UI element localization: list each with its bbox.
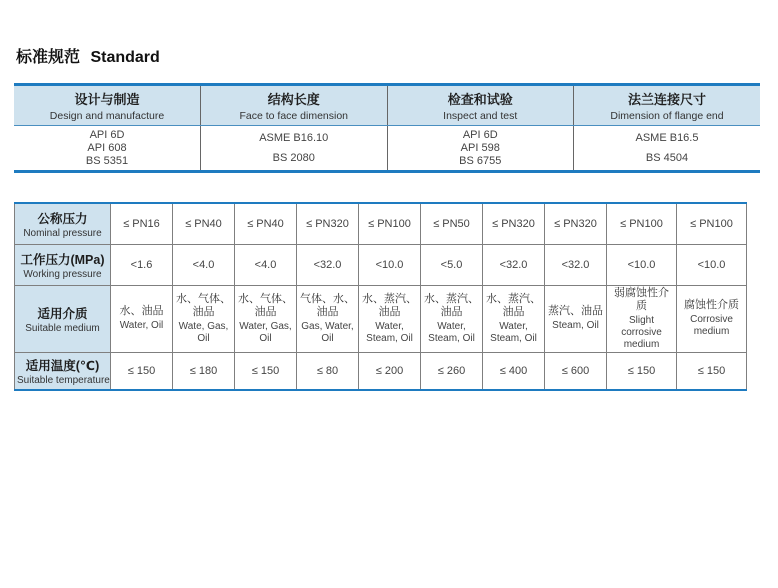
standards-column-header — [574, 85, 761, 126]
standard-item: ASME B16.5 — [635, 132, 699, 144]
medium-en: Water, Oil — [119, 320, 164, 332]
spec-cell: <4.0 — [235, 244, 297, 285]
spec-row-label-zh: 工作压力(MPa) — [20, 252, 105, 267]
spec-row — [15, 244, 747, 285]
medium-zh: 水、气体、油品 — [238, 292, 293, 319]
standard-item: BS 4504 — [645, 152, 689, 164]
spec-cell: ≤ 150 — [111, 353, 173, 390]
spec-row-label-en: Suitable medium — [25, 322, 100, 334]
medium-en: Wate, Gas, Oil — [178, 321, 229, 344]
spec-row — [15, 203, 747, 244]
spec-cell: ≤ PN40 — [235, 203, 297, 244]
spec-cell: ≤ PN40 — [173, 203, 235, 244]
spec-cell — [607, 285, 677, 353]
spec-cell — [235, 285, 297, 353]
standard-item: API 598 — [460, 141, 500, 154]
spec-cell: <5.0 — [421, 244, 483, 285]
standard-item: ASME B16.10 — [259, 132, 329, 144]
spec-cell: ≤ PN320 — [545, 203, 607, 244]
spec-cell — [483, 285, 545, 353]
standards-column-title-zh: 法兰连接尺寸 — [627, 92, 706, 107]
spec-cell — [111, 285, 173, 353]
standards-column-title-en: Design and manufacture — [49, 110, 165, 122]
medium-en: Gas, Water, Oil — [301, 321, 354, 344]
standards-column-header — [201, 85, 388, 126]
spec-cell: ≤ 260 — [421, 353, 483, 390]
standards-column-values — [574, 126, 761, 172]
medium-zh: 水、气体、油品 — [176, 292, 231, 319]
standards-column-title-en: Dimension of flange end — [610, 110, 724, 122]
standards-column-title-en: Inspect and test — [443, 110, 518, 122]
spec-cell — [359, 285, 421, 353]
standards-column-values — [387, 126, 574, 172]
medium-en: Slight corrosive medium — [621, 315, 662, 350]
standard-item: API 6D — [89, 128, 125, 141]
spec-cell: <10.0 — [359, 244, 421, 285]
spec-row-header — [15, 285, 111, 353]
spec-cell — [421, 285, 483, 353]
standards-list — [16, 128, 198, 168]
spec-cell: <32.0 — [297, 244, 359, 285]
standards-header-row — [14, 85, 760, 126]
spec-cell — [297, 285, 359, 353]
spec-cell: ≤ PN320 — [483, 203, 545, 244]
spec-row-label-zh: 适用温度(℃) — [25, 358, 100, 373]
medium-zh: 水、蒸汽、油品 — [424, 292, 479, 319]
spec-row — [15, 353, 747, 390]
standards-column-header — [387, 85, 574, 126]
spec-cell: ≤ 600 — [545, 353, 607, 390]
spec-cell: ≤ PN100 — [677, 203, 747, 244]
medium-zh: 水、蒸汽、油品 — [362, 292, 417, 319]
medium-zh: 水、蒸汽、油品 — [486, 292, 541, 319]
spec-cell: ≤ 180 — [173, 353, 235, 390]
spec-cell: ≤ 200 — [359, 353, 421, 390]
standards-list — [390, 128, 572, 168]
spec-cell: ≤ PN100 — [607, 203, 677, 244]
spec-cell: ≤ PN16 — [111, 203, 173, 244]
standard-item: BS 2080 — [272, 152, 315, 164]
standards-column-header — [14, 85, 201, 126]
spec-row-label-zh: 公称压力 — [37, 211, 88, 226]
spec-cell: ≤ 400 — [483, 353, 545, 390]
spec-cell: ≤ 150 — [677, 353, 747, 390]
standard-item: BS 6755 — [459, 155, 502, 168]
spec-cell: ≤ PN100 — [359, 203, 421, 244]
spec-row-header — [15, 203, 111, 244]
standards-column-title-zh: 设计与制造 — [74, 92, 140, 107]
medium-zh: 气体、水、油品 — [300, 292, 355, 319]
medium-zh: 腐蚀性介质 — [684, 299, 739, 312]
spec-cell: ≤ 80 — [297, 353, 359, 390]
spec-row-header — [15, 353, 111, 390]
spec-row — [15, 285, 747, 353]
standards-column-title-en: Face to face dimension — [239, 110, 349, 122]
spec-row-label-zh: 适用介质 — [37, 306, 88, 321]
spec-cell: <32.0 — [483, 244, 545, 285]
spec-cell: ≤ PN50 — [421, 203, 483, 244]
medium-en: Water, Steam, Oil — [366, 321, 413, 344]
standards-list — [203, 128, 385, 168]
spec-cell — [545, 285, 607, 353]
standards-column-values — [14, 126, 201, 172]
standards-column-title-zh: 结构长度 — [267, 92, 320, 107]
medium-en: Corrosive medium — [690, 314, 733, 338]
spec-row-label-en: Working pressure — [23, 268, 102, 280]
spec-cell: <4.0 — [173, 244, 235, 285]
page-title: 标准规范 Standard — [16, 49, 160, 66]
medium-en: Water, Steam, Oil — [428, 321, 475, 344]
spec-cell: ≤ 150 — [235, 353, 297, 390]
medium-zh: 水、油品 — [119, 305, 164, 318]
medium-zh: 弱腐蚀性介质 — [614, 286, 669, 313]
medium-zh: 蒸汽、油品 — [548, 305, 603, 318]
standards-values-row — [14, 126, 760, 172]
medium-en: Water, Steam, Oil — [490, 321, 537, 344]
spec-cell — [677, 285, 747, 353]
spec-row-label-en: Nominal pressure — [23, 227, 102, 239]
standard-item: BS 5351 — [85, 155, 129, 168]
standard-item: API 6D — [462, 128, 498, 141]
spec-cell: <10.0 — [607, 244, 677, 285]
spec-cell: <32.0 — [545, 244, 607, 285]
spec-table — [14, 202, 747, 391]
standards-list — [576, 128, 758, 168]
spec-row-header — [15, 244, 111, 285]
medium-en: Water, Gas, Oil — [239, 321, 292, 344]
standards-column-title-zh: 检查和试验 — [447, 92, 513, 107]
spec-cell: ≤ PN320 — [297, 203, 359, 244]
standards-column-values — [201, 126, 388, 172]
standards-table — [14, 83, 760, 173]
spec-cell: ≤ 150 — [607, 353, 677, 390]
spec-row-label-en: Suitable temperature — [17, 374, 110, 386]
spec-cell: <10.0 — [677, 244, 747, 285]
spec-cell — [173, 285, 235, 353]
medium-en: Steam, Oil — [552, 320, 599, 332]
standard-item: API 608 — [87, 141, 127, 154]
spec-cell: <1.6 — [111, 244, 173, 285]
